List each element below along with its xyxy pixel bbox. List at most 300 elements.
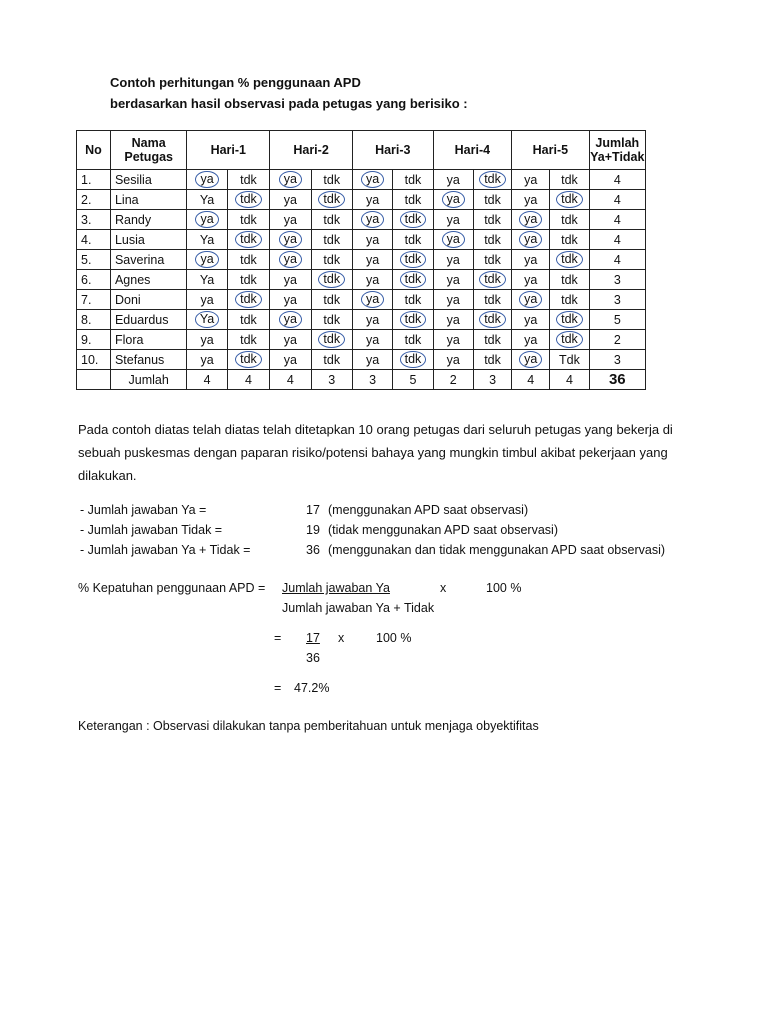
answer: ya bbox=[283, 332, 297, 347]
observation-cell bbox=[311, 290, 352, 310]
observation-cell bbox=[473, 310, 511, 330]
row-number: 10. bbox=[77, 350, 111, 370]
answer: tdk bbox=[323, 212, 341, 227]
answer: tdk bbox=[404, 172, 422, 187]
observation-cell bbox=[187, 350, 227, 370]
observation-cell bbox=[393, 350, 433, 370]
answer: tdk bbox=[484, 292, 501, 307]
table-row bbox=[77, 290, 646, 310]
observation-cell bbox=[311, 350, 352, 370]
row-total: 4 bbox=[589, 210, 645, 230]
title-line-1: Contoh perhitungan % penggunaan APD bbox=[110, 75, 361, 90]
circled-answer: ya bbox=[279, 231, 302, 248]
row-total: 4 bbox=[589, 250, 645, 270]
observation-cell bbox=[512, 190, 550, 210]
observation-cell bbox=[393, 170, 433, 190]
observation-cell bbox=[550, 210, 589, 230]
observation-cell bbox=[352, 270, 392, 290]
observation-cell bbox=[550, 190, 589, 210]
observation-cell bbox=[352, 330, 392, 350]
row-number: 6. bbox=[77, 270, 111, 290]
row-total: 4 bbox=[589, 190, 645, 210]
answer: Ya bbox=[199, 272, 215, 287]
circled-answer: ya bbox=[279, 251, 302, 268]
table-row bbox=[77, 330, 646, 350]
row-number: 8. bbox=[77, 310, 111, 330]
observation-cell bbox=[227, 170, 269, 190]
list-value: 36 bbox=[306, 543, 320, 557]
circled-answer: ya bbox=[519, 231, 542, 248]
observation-cell bbox=[187, 190, 227, 210]
sum-cell: 5 bbox=[393, 370, 433, 390]
circled-answer: ya bbox=[279, 311, 302, 328]
formula-hundred: 100 % bbox=[486, 581, 522, 595]
observation-cell bbox=[512, 250, 550, 270]
observation-cell bbox=[311, 210, 352, 230]
answer: ya bbox=[524, 332, 538, 347]
observation-cell bbox=[227, 230, 269, 250]
observation-cell bbox=[550, 170, 589, 190]
observation-cell bbox=[433, 170, 473, 190]
observation-cell bbox=[473, 190, 511, 210]
observation-cell bbox=[270, 190, 311, 210]
header-hari-1: Hari-1 bbox=[187, 131, 270, 170]
row-total: 2 bbox=[589, 330, 645, 350]
row-number: 2. bbox=[77, 190, 111, 210]
observation-cell bbox=[352, 230, 392, 250]
observation-cell bbox=[512, 330, 550, 350]
row-number: 7. bbox=[77, 290, 111, 310]
answer: ya bbox=[366, 352, 380, 367]
observation-cell bbox=[187, 170, 227, 190]
sum-label: Jumlah bbox=[110, 370, 186, 390]
observation-cell bbox=[550, 270, 589, 290]
sum-cell: 3 bbox=[473, 370, 511, 390]
observation-cell bbox=[473, 230, 511, 250]
observation-cell bbox=[393, 310, 433, 330]
table-row bbox=[77, 230, 646, 250]
circled-answer: tdk bbox=[318, 331, 345, 348]
document-title bbox=[110, 72, 468, 114]
answer: ya bbox=[446, 352, 460, 367]
answer: tdk bbox=[484, 232, 501, 247]
observation-cell bbox=[311, 270, 352, 290]
answer: ya bbox=[200, 332, 214, 347]
petugas-name: Eduardus bbox=[110, 310, 186, 330]
sum-cell: 3 bbox=[352, 370, 392, 390]
answer: Ya bbox=[199, 232, 215, 247]
answer: tdk bbox=[323, 312, 341, 327]
circled-answer: tdk bbox=[400, 311, 427, 328]
observation-cell bbox=[393, 250, 433, 270]
answer: tdk bbox=[404, 232, 422, 247]
answer: tdk bbox=[484, 192, 501, 207]
table-row bbox=[77, 310, 646, 330]
observation-cell bbox=[270, 270, 311, 290]
formula-times: x bbox=[440, 581, 447, 595]
observation-cell bbox=[187, 290, 227, 310]
answer: tdk bbox=[484, 352, 501, 367]
list-desc: (tidak menggunakan APD saat observasi) bbox=[328, 523, 558, 537]
circled-answer: tdk bbox=[400, 271, 427, 288]
table-row bbox=[77, 170, 646, 190]
circled-answer: ya bbox=[195, 211, 218, 228]
row-total: 4 bbox=[589, 230, 645, 250]
list-value: 19 bbox=[306, 523, 320, 537]
sum-cell: 3 bbox=[311, 370, 352, 390]
petugas-name: Agnes bbox=[110, 270, 186, 290]
answer: ya bbox=[200, 292, 214, 307]
answer: tdk bbox=[323, 252, 341, 267]
grand-total: 36 bbox=[589, 370, 645, 390]
table-row bbox=[77, 250, 646, 270]
observation-cell bbox=[473, 210, 511, 230]
row-total: 3 bbox=[589, 290, 645, 310]
observation-cell bbox=[352, 250, 392, 270]
observation-cell bbox=[550, 250, 589, 270]
header-jumlah bbox=[589, 131, 645, 170]
observation-cell bbox=[550, 290, 589, 310]
row-total: 4 bbox=[589, 170, 645, 190]
answer: ya bbox=[283, 192, 297, 207]
answer: tdk bbox=[561, 212, 578, 227]
observation-cell bbox=[187, 230, 227, 250]
answer: tdk bbox=[240, 212, 257, 227]
circled-answer: tdk bbox=[318, 191, 345, 208]
header-jumlah-line1: Jumlah bbox=[595, 136, 640, 150]
answer: ya bbox=[446, 332, 460, 347]
answer: tdk bbox=[323, 232, 341, 247]
circled-answer: tdk bbox=[400, 251, 427, 268]
header-hari-3: Hari-3 bbox=[352, 131, 433, 170]
observation-cell bbox=[311, 170, 352, 190]
answer: ya bbox=[446, 312, 460, 327]
answer: ya bbox=[366, 312, 380, 327]
sum-empty-cell bbox=[77, 370, 111, 390]
observation-cell bbox=[270, 310, 311, 330]
answer: ya bbox=[366, 192, 380, 207]
observation-cell bbox=[393, 230, 433, 250]
answer: tdk bbox=[404, 332, 422, 347]
observation-cell bbox=[550, 350, 589, 370]
formula-eq-2: = bbox=[274, 681, 282, 695]
list-value: 17 bbox=[306, 503, 320, 517]
observation-cell bbox=[352, 290, 392, 310]
observation-cell bbox=[270, 250, 311, 270]
observation-cell bbox=[227, 250, 269, 270]
sum-cell: 2 bbox=[433, 370, 473, 390]
observation-cell bbox=[311, 250, 352, 270]
petugas-name: Lusia bbox=[110, 230, 186, 250]
table-row bbox=[77, 350, 646, 370]
title-line-2: berdasarkan hasil observasi pada petugas yang berisiko : bbox=[110, 96, 468, 111]
answer: ya bbox=[446, 272, 460, 287]
answer: Tdk bbox=[559, 352, 580, 367]
formula-num-value: 17 bbox=[306, 631, 320, 645]
circled-answer: tdk bbox=[235, 191, 262, 208]
answer: tdk bbox=[484, 212, 501, 227]
circled-answer: ya bbox=[442, 191, 465, 208]
observation-cell bbox=[270, 210, 311, 230]
circled-answer: ya bbox=[195, 171, 218, 188]
answer: ya bbox=[366, 272, 380, 287]
circled-answer: tdk bbox=[479, 271, 506, 288]
answer: tdk bbox=[240, 332, 257, 347]
answer: tdk bbox=[240, 312, 257, 327]
sum-row bbox=[77, 370, 646, 390]
observation-cell bbox=[270, 290, 311, 310]
answer: tdk bbox=[561, 232, 578, 247]
answer: ya bbox=[200, 352, 214, 367]
observation-cell bbox=[512, 290, 550, 310]
formula-hundred-2: 100 % bbox=[376, 631, 412, 645]
observation-cell bbox=[311, 330, 352, 350]
observation-cell bbox=[512, 350, 550, 370]
observation-cell bbox=[227, 310, 269, 330]
observation-cell bbox=[227, 270, 269, 290]
observation-cell bbox=[352, 310, 392, 330]
list-item bbox=[80, 540, 720, 560]
list-label: - Jumlah jawaban Tidak = bbox=[80, 523, 223, 537]
sum-cell: 4 bbox=[550, 370, 589, 390]
observation-cell bbox=[187, 330, 227, 350]
observation-cell bbox=[512, 170, 550, 190]
answer: tdk bbox=[561, 272, 578, 287]
list-desc: (menggunakan APD saat observasi) bbox=[328, 503, 529, 517]
list-item bbox=[80, 500, 720, 520]
list-desc: (menggunakan dan tidak menggunakan APD saat observasi) bbox=[328, 543, 666, 557]
observation-cell bbox=[270, 230, 311, 250]
observation-cell bbox=[512, 230, 550, 250]
answer: tdk bbox=[561, 172, 578, 187]
answer: tdk bbox=[323, 292, 341, 307]
observation-cell bbox=[433, 310, 473, 330]
table-header-row bbox=[77, 131, 646, 170]
header-nama-line2: Petugas bbox=[124, 150, 173, 164]
explanation-paragraph: Pada contoh diatas telah diatas telah ditetapkan 10 orang petugas dari seluruh petugas yang bekerja di sebuah puskesmas dengan paparan risiko/potensi bahaya yang mungkin timbul akibat pekerjaan yang dilakukan. bbox=[78, 422, 673, 483]
observation-cell bbox=[433, 290, 473, 310]
observation-cell bbox=[550, 330, 589, 350]
circled-answer: ya bbox=[442, 231, 465, 248]
petugas-name: Stefanus bbox=[110, 350, 186, 370]
circled-answer: tdk bbox=[479, 311, 506, 328]
observation-cell bbox=[393, 290, 433, 310]
answer: tdk bbox=[240, 272, 257, 287]
formula-result: 47.2% bbox=[294, 681, 330, 695]
table-row bbox=[77, 190, 646, 210]
answer: ya bbox=[283, 352, 297, 367]
answer: tdk bbox=[323, 352, 341, 367]
circled-answer: ya bbox=[361, 171, 384, 188]
header-hari-4: Hari-4 bbox=[433, 131, 512, 170]
observation-cell bbox=[433, 210, 473, 230]
answer: ya bbox=[524, 192, 538, 207]
circled-answer: ya bbox=[195, 251, 218, 268]
answer: ya bbox=[524, 172, 538, 187]
table-row bbox=[77, 210, 646, 230]
observation-cell bbox=[227, 210, 269, 230]
row-number: 9. bbox=[77, 330, 111, 350]
observation-cell bbox=[187, 210, 227, 230]
observation-cell bbox=[227, 290, 269, 310]
sum-cell: 4 bbox=[187, 370, 227, 390]
observation-cell bbox=[227, 350, 269, 370]
observation-cell bbox=[270, 330, 311, 350]
observation-cell bbox=[270, 170, 311, 190]
observation-cell bbox=[227, 190, 269, 210]
circled-answer: tdk bbox=[235, 351, 262, 368]
observation-cell bbox=[393, 210, 433, 230]
observation-cell bbox=[393, 190, 433, 210]
answer: ya bbox=[446, 212, 460, 227]
sum-cell: 4 bbox=[270, 370, 311, 390]
circled-answer: tdk bbox=[556, 191, 583, 208]
observation-cell bbox=[352, 170, 392, 190]
observation-cell bbox=[227, 330, 269, 350]
header-jumlah-line2: Ya+Tidak bbox=[590, 150, 645, 164]
observation-cell bbox=[311, 230, 352, 250]
answer: ya bbox=[366, 252, 380, 267]
observation-cell bbox=[433, 250, 473, 270]
formula-numerator: Jumlah jawaban Ya bbox=[282, 581, 390, 595]
count-list bbox=[80, 500, 720, 560]
petugas-name: Saverina bbox=[110, 250, 186, 270]
row-number: 5. bbox=[77, 250, 111, 270]
header-no: No bbox=[77, 131, 111, 170]
answer: ya bbox=[524, 312, 538, 327]
observation-cell bbox=[187, 270, 227, 290]
answer: ya bbox=[524, 272, 538, 287]
compliance-formula bbox=[78, 578, 678, 698]
petugas-name: Flora bbox=[110, 330, 186, 350]
observation-cell bbox=[352, 210, 392, 230]
observation-cell bbox=[512, 270, 550, 290]
answer: Ya bbox=[199, 192, 215, 207]
observation-cell bbox=[473, 350, 511, 370]
answer: tdk bbox=[484, 332, 501, 347]
observation-cell bbox=[550, 230, 589, 250]
answer: tdk bbox=[323, 172, 341, 187]
petugas-name: Randy bbox=[110, 210, 186, 230]
answer: ya bbox=[283, 292, 297, 307]
row-total: 5 bbox=[589, 310, 645, 330]
row-number: 1. bbox=[77, 170, 111, 190]
circled-answer: tdk bbox=[556, 251, 583, 268]
circled-answer: Ya bbox=[195, 311, 219, 328]
circled-answer: ya bbox=[519, 211, 542, 228]
observation-cell bbox=[187, 310, 227, 330]
observation-cell bbox=[433, 270, 473, 290]
list-label: - Jumlah jawaban Ya + Tidak = bbox=[80, 543, 251, 557]
answer: tdk bbox=[240, 252, 257, 267]
observation-cell bbox=[393, 330, 433, 350]
formula-times-2: x bbox=[338, 631, 345, 645]
circled-answer: tdk bbox=[400, 351, 427, 368]
circled-answer: ya bbox=[279, 171, 302, 188]
answer: tdk bbox=[484, 252, 501, 267]
row-number: 3. bbox=[77, 210, 111, 230]
list-item bbox=[80, 520, 720, 540]
row-total: 3 bbox=[589, 350, 645, 370]
circled-answer: ya bbox=[519, 351, 542, 368]
answer: ya bbox=[283, 212, 297, 227]
observation-cell bbox=[512, 310, 550, 330]
circled-answer: tdk bbox=[479, 171, 506, 188]
observation-cell bbox=[187, 250, 227, 270]
petugas-name: Lina bbox=[110, 190, 186, 210]
row-total: 3 bbox=[589, 270, 645, 290]
observation-cell bbox=[433, 350, 473, 370]
note-text: Keterangan : Observasi dilakukan tanpa pemberitahuan untuk menjaga obyektifitas bbox=[78, 719, 539, 733]
answer: tdk bbox=[240, 172, 257, 187]
answer: ya bbox=[283, 272, 297, 287]
formula-label: % Kepatuhan penggunaan APD = bbox=[78, 581, 266, 595]
answer: tdk bbox=[404, 192, 422, 207]
answer: ya bbox=[446, 292, 460, 307]
observation-cell bbox=[311, 190, 352, 210]
row-number: 4. bbox=[77, 230, 111, 250]
answer: ya bbox=[524, 252, 538, 267]
observation-cell bbox=[473, 270, 511, 290]
circled-answer: ya bbox=[519, 291, 542, 308]
circled-answer: tdk bbox=[400, 211, 427, 228]
answer: ya bbox=[446, 172, 460, 187]
observation-cell bbox=[270, 350, 311, 370]
sum-cell: 4 bbox=[227, 370, 269, 390]
observation-cell bbox=[473, 250, 511, 270]
formula-denominator: Jumlah jawaban Ya + Tidak bbox=[282, 601, 435, 615]
answer: tdk bbox=[561, 292, 578, 307]
answer: ya bbox=[366, 332, 380, 347]
header-hari-2: Hari-2 bbox=[270, 131, 353, 170]
circled-answer: tdk bbox=[235, 231, 262, 248]
table-row bbox=[77, 270, 646, 290]
answer: ya bbox=[366, 232, 380, 247]
petugas-name: Doni bbox=[110, 290, 186, 310]
answer: tdk bbox=[404, 292, 422, 307]
table-body bbox=[77, 170, 646, 370]
petugas-name: Sesilia bbox=[110, 170, 186, 190]
observation-cell bbox=[550, 310, 589, 330]
sum-cell: 4 bbox=[512, 370, 550, 390]
formula-den-value: 36 bbox=[306, 651, 320, 665]
observation-cell bbox=[433, 190, 473, 210]
observation-cell bbox=[512, 210, 550, 230]
observation-cell bbox=[393, 270, 433, 290]
observation-cell bbox=[433, 230, 473, 250]
list-label: - Jumlah jawaban Ya = bbox=[80, 503, 207, 517]
observation-cell bbox=[473, 330, 511, 350]
observation-cell bbox=[352, 190, 392, 210]
observation-cell bbox=[352, 350, 392, 370]
formula-eq-1: = bbox=[274, 631, 282, 645]
observation-table bbox=[76, 130, 646, 390]
circled-answer: ya bbox=[361, 291, 384, 308]
observation-cell bbox=[311, 310, 352, 330]
header-hari-5: Hari-5 bbox=[512, 131, 589, 170]
circled-answer: tdk bbox=[318, 271, 345, 288]
header-nama-line1: Nama bbox=[131, 136, 166, 150]
observation-cell bbox=[433, 330, 473, 350]
observation-cell bbox=[473, 290, 511, 310]
answer: ya bbox=[446, 252, 460, 267]
observation-cell bbox=[473, 170, 511, 190]
circled-answer: tdk bbox=[556, 311, 583, 328]
circled-answer: tdk bbox=[235, 291, 262, 308]
circled-answer: ya bbox=[361, 211, 384, 228]
circled-answer: tdk bbox=[556, 331, 583, 348]
header-nama bbox=[110, 131, 186, 170]
